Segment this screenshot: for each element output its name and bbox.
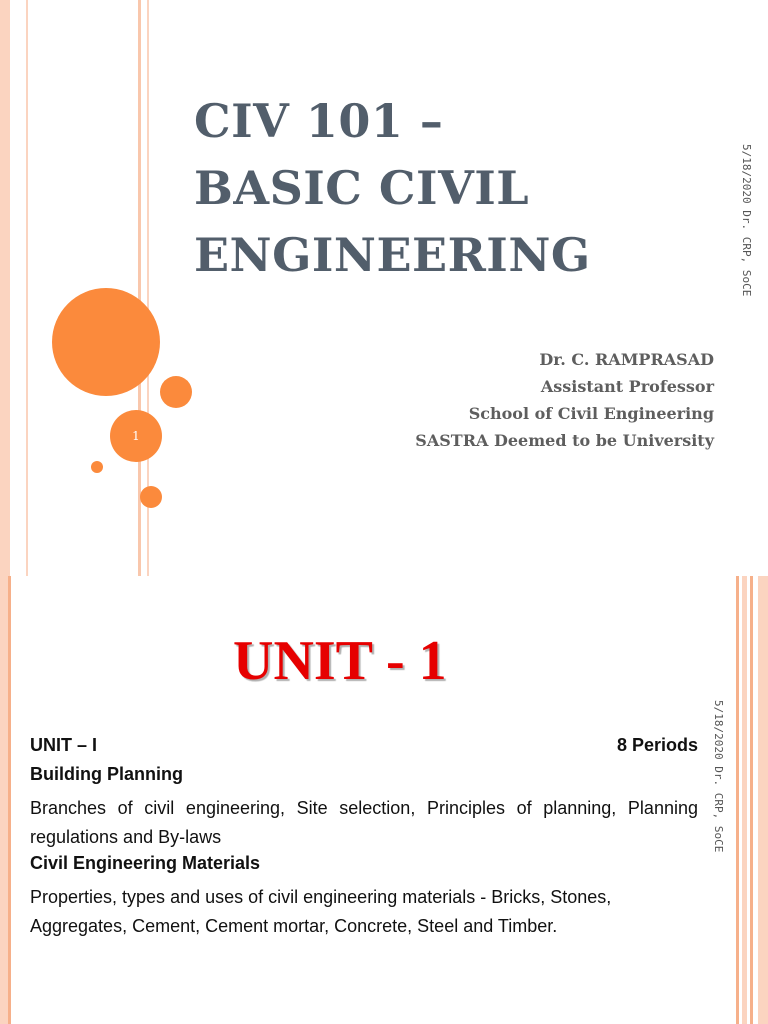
slide-footer-vertical: 5/18/2020 Dr. CRP, SoCE — [712, 700, 725, 853]
section-body-building-planning: Branches of civil engineering, Site selection, Principles of planning, Planning regulations and By-laws — [30, 798, 698, 847]
title-line: BASIC CIVIL — [194, 161, 530, 215]
accent-stripe — [26, 0, 28, 576]
accent-stripe — [0, 576, 8, 1024]
author-designation: Assistant Professor — [540, 377, 714, 396]
author-block — [415, 346, 714, 454]
section-heading-materials: Civil Engineering Materials — [30, 853, 261, 873]
decor-circle-large — [52, 288, 160, 396]
author-name: Dr. C. RAMPRASAD — [539, 350, 714, 369]
accent-stripe — [138, 0, 141, 576]
accent-stripe — [0, 0, 10, 576]
accent-stripe — [742, 576, 747, 1024]
slide-footer-vertical: 5/18/2020 Dr. CRP, SoCE — [740, 144, 753, 297]
accent-stripe — [736, 576, 739, 1024]
author-university: SASTRA Deemed to be University — [415, 431, 714, 450]
decor-circle-tiny — [91, 461, 103, 473]
title-line: ENGINEERING — [194, 228, 591, 282]
section-heading-building-planning: Building Planning — [30, 764, 183, 784]
title-line: CIV 101 – — [194, 94, 444, 148]
periods-label: 8 Periods — [616, 735, 698, 755]
slide-number-badge — [110, 410, 162, 462]
decor-circle-small — [140, 486, 162, 508]
accent-stripe — [750, 576, 753, 1024]
section-body-materials: Properties, types and uses of civil engineering materials - Bricks, Stones, Aggregates, Cement, Cement mortar, Concrete, Steel and Timber. — [30, 887, 612, 936]
slide-number: 1 — [132, 429, 140, 443]
syllabus-header — [30, 735, 698, 756]
author-school: School of Civil Engineering — [468, 404, 714, 423]
slide-title — [194, 88, 591, 289]
unit-title: UNIT - 1 — [233, 630, 447, 692]
unit-label: UNIT – I — [30, 735, 98, 755]
accent-stripe — [758, 576, 768, 1024]
accent-stripe — [8, 576, 11, 1024]
decor-circle-medium — [160, 376, 192, 408]
